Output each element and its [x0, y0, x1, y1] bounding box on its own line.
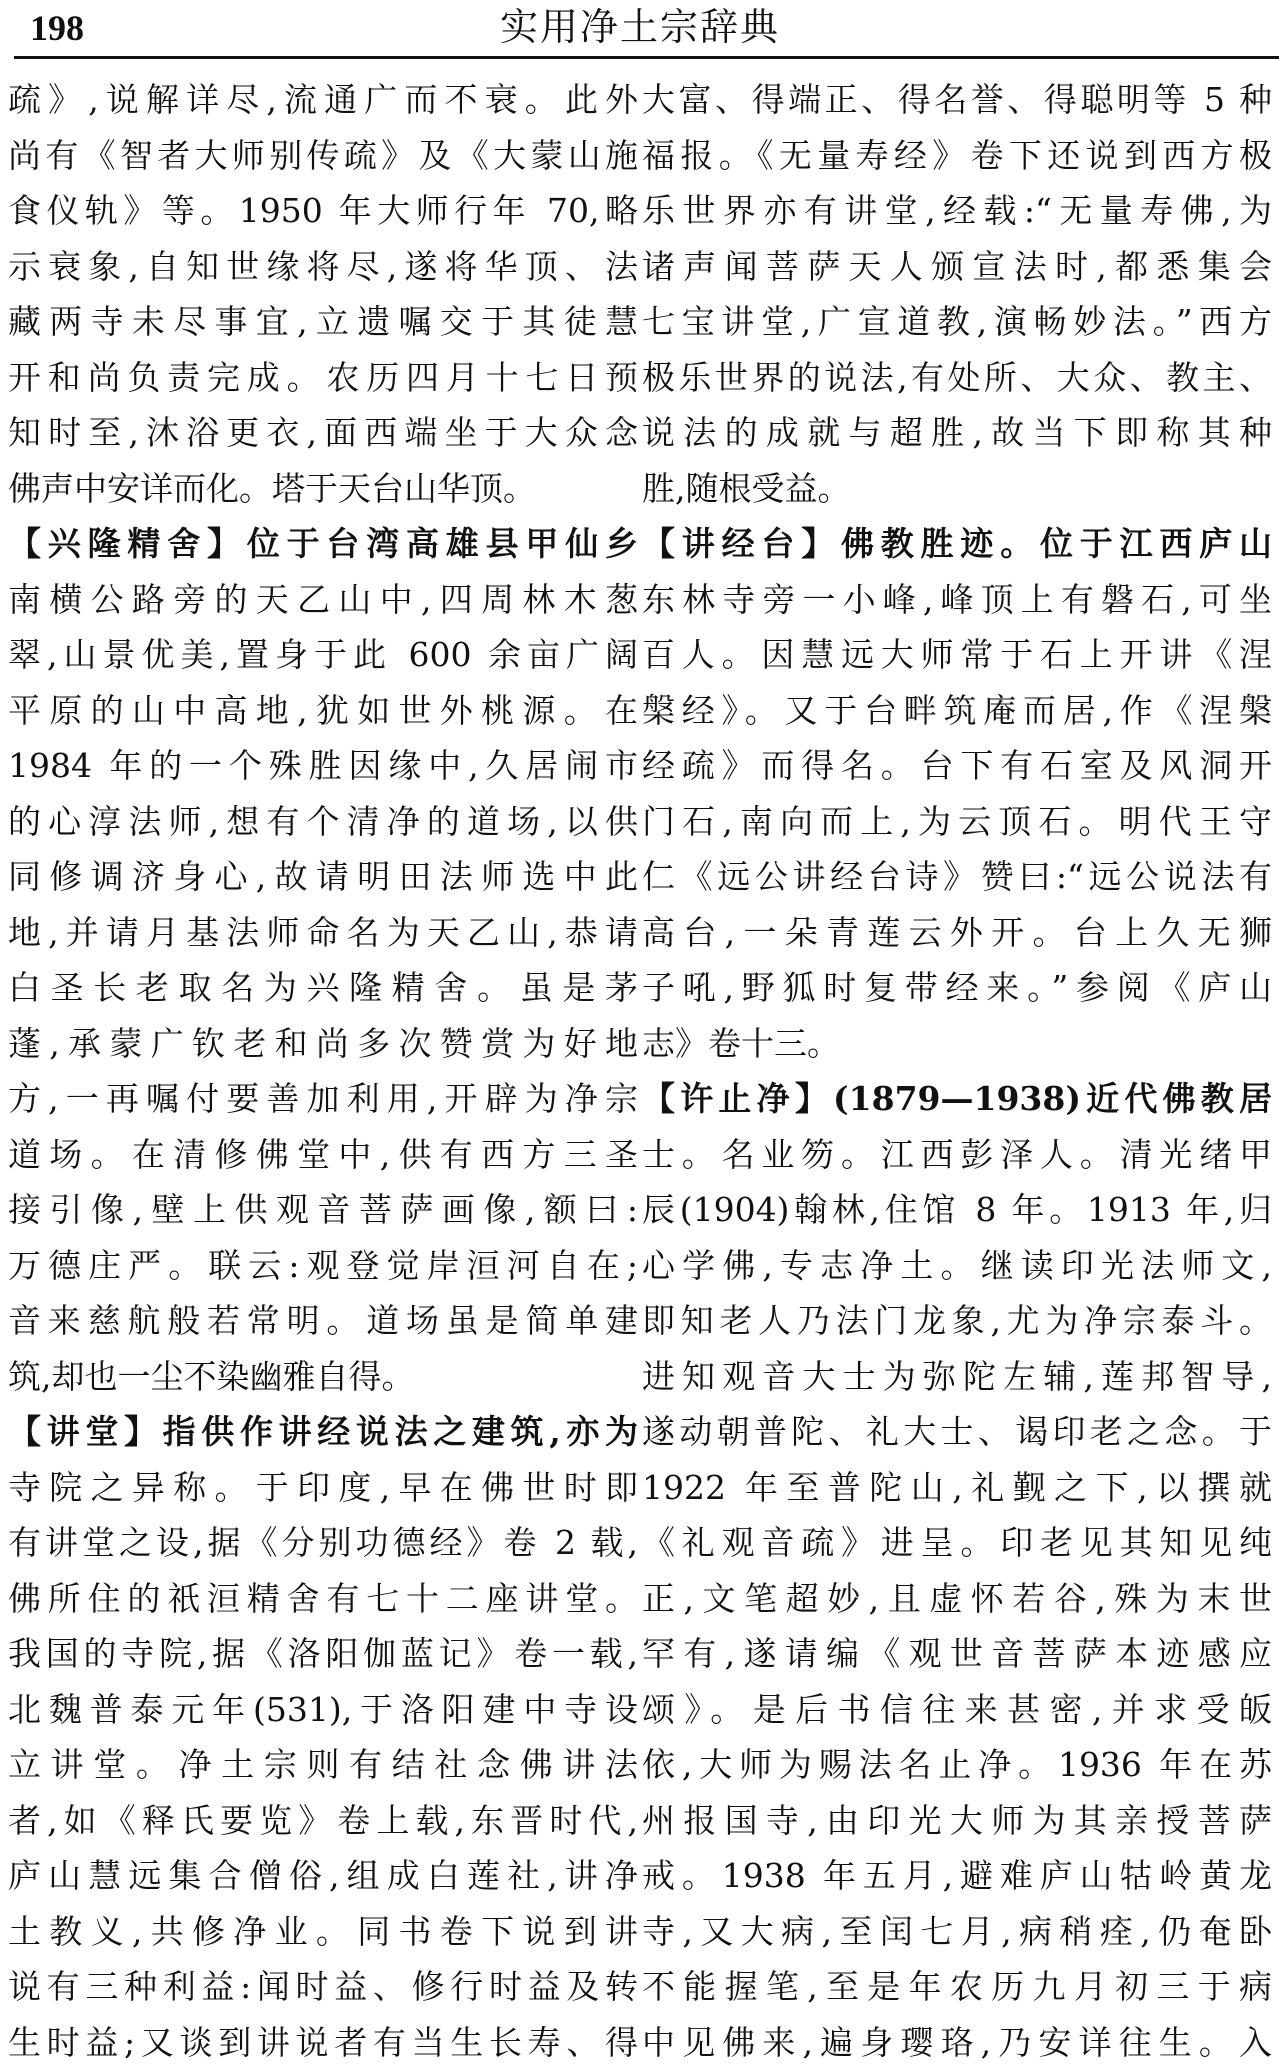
header-rule	[14, 56, 1279, 59]
text-line: 南横公路旁的天乙山中,四周林木葱	[8, 572, 638, 628]
text-line: 接引像,壁上供观音菩萨画像,额曰:	[8, 1182, 638, 1238]
text-line: 百人。因慧远大师常于石上开讲《涅	[642, 627, 1272, 683]
text-line: 北魏普泰元年(531),于洛阳建中寺设	[8, 1682, 638, 1738]
text-line: 高台,一朵青莲云外开。台上久无狮	[642, 905, 1272, 961]
text-line: 土教义,共修净业。同书卷下说到讲	[8, 1904, 638, 1960]
text-line: 不能握笔,至是年农历九月初三于病	[642, 1959, 1272, 2015]
running-title: 实用净土宗辞典	[500, 6, 780, 48]
text-line: 示衰象,自知世缘将尽,遂将华顶、法	[8, 239, 638, 295]
text-line: 仁《远公讲经台诗》赞曰:“远公说法有	[642, 849, 1272, 905]
text-line: 庐山慧远集合僧俗,组成白莲社,讲净	[8, 1848, 638, 1904]
text-line: 方,一再嘱付要善加利用,开辟为净宗	[8, 1071, 638, 1127]
text-line: 经疏》而得名。台下有石室及风洞开	[642, 738, 1272, 794]
text-line: 音来慈航般若常明。道场虽是简单建	[8, 1293, 638, 1349]
text-line: 胜,随根受益。	[642, 461, 1272, 517]
text-line: 东林寺旁一小峰,峰顶上有磐石,可坐	[642, 572, 1272, 628]
text-line: 子吼,野狐时复带经来。”参阅《庐山	[642, 960, 1272, 1016]
page-header	[0, 0, 1279, 60]
text-line: 依,大师为赐法名止净。1936 年在苏	[642, 1737, 1272, 1793]
text-line: 罕有,遂请编《观世音菩萨本迹感应	[642, 1626, 1272, 1682]
text-line: 志》卷十三。	[642, 1016, 1272, 1072]
text-line: 藏两寺未尽事宜,立遗嘱交于其徒慧	[8, 294, 638, 350]
text-line: 士。名业笏。江西彭泽人。清光绪甲	[642, 1127, 1272, 1183]
text-line: 生时益;又谈到讲说者有当生长寿、得	[8, 2015, 638, 2070]
text-line: 【兴隆精舍】位于台湾高雄县甲仙乡	[8, 516, 638, 572]
text-line: 戒。1938 年五月,避难庐山牯岭黄龙	[642, 1848, 1272, 1904]
text-line: 我国的寺院,据《洛阳伽蓝记》卷一载,	[8, 1626, 638, 1682]
text-line: 《礼观音疏》进呈。印老见其知见纯	[642, 1515, 1272, 1571]
text-line: 1984 年的一个殊胜因缘中,久居闹市	[8, 738, 638, 794]
text-line: 乐世界亦有讲堂,经载:“无量寿佛,为	[642, 183, 1272, 239]
text-line: 【讲经台】佛教胜迹。位于江西庐山	[642, 516, 1272, 572]
text-line: 中见佛来,遍身璎珞,乃安详往生。入	[642, 2015, 1272, 2070]
text-line: 寺,又大病,至闰七月,病稍痊,仍奄卧	[642, 1904, 1272, 1960]
text-line: 说有三种利益:闻时益、修行时益及转	[8, 1959, 638, 2015]
text-line: 进知观音大士为弥陀左辅,莲邦智导,	[642, 1349, 1272, 1405]
text-line: 蓬,承蒙广钦老和尚多次赞赏为好地	[8, 1016, 638, 1072]
text-line: 白圣长老取名为兴隆精舍。虽是茅	[8, 960, 638, 1016]
text-line: 有讲堂之设,据《分别功德经》卷 2 载,	[8, 1515, 638, 1571]
text-line: 极乐世界的说法,有处所、大众、教主、	[642, 350, 1272, 406]
page-number: 198	[30, 8, 84, 48]
right-text-column	[642, 72, 1272, 1943]
text-line: 州报国寺,由印光大师为其亲授菩萨	[642, 1793, 1272, 1849]
text-line: 道场。在清修佛堂中,供有西方三圣	[8, 1127, 638, 1183]
text-line: 诸声闻菩萨天人颁宣法时,都悉集会	[642, 239, 1272, 295]
text-line: 心学佛,专志净土。继读印光法师文,	[642, 1238, 1272, 1294]
text-line: 者,如《释氏要览》卷上载,东晋时代,	[8, 1793, 638, 1849]
text-line: 佛所住的祇洹精舍有七十二座讲堂。	[8, 1571, 638, 1627]
text-line: 佛声中安详而化。塔于天台山华顶。	[8, 461, 638, 517]
left-text-column	[8, 72, 638, 1943]
text-line: 尚有《智者大师别传疏》及《大蒙山施	[8, 128, 638, 184]
text-line: 立讲堂。净土宗则有结社念佛讲法	[8, 1737, 638, 1793]
text-line: 寺院之异称。于印度,早在佛世时即	[8, 1460, 638, 1516]
text-line: 平原的山中高地,犹如世外桃源。在	[8, 683, 638, 739]
text-line: 遂动朝普陀、礼大士、谒印老之念。于	[642, 1404, 1272, 1460]
text-line: 地,并请月基法师命名为天乙山,恭请	[8, 905, 638, 961]
text-line: 开和尚负责完成。农历四月十七日预	[8, 350, 638, 406]
text-line: 槃经》。又于台畔筑庵而居,作《涅槃	[642, 683, 1272, 739]
text-line: 同修调济身心,故请明田法师选中此	[8, 849, 638, 905]
text-line: 门石,南向而上,为云顶石。明代王守	[642, 794, 1272, 850]
text-line: 万德庄严。联云:观登觉岸洹河自在;	[8, 1238, 638, 1294]
text-line: 颂》。是后书信往来甚密,并求受皈	[642, 1682, 1272, 1738]
text-line: 福报。《无量寿经》卷下还说到西方极	[642, 128, 1272, 184]
text-line: 【讲堂】指供作讲经说法之建筑,亦为	[8, 1404, 638, 1460]
text-line: 筑,却也一尘不染幽雅自得。	[8, 1349, 638, 1405]
text-line: 疏》,说解详尽,流通广而不衰。此外	[8, 72, 638, 128]
text-line: 翠,山景优美,置身于此 600 余亩广阔	[8, 627, 638, 683]
text-line: 大富、得端正、得名誉、得聪明等 5 种	[642, 72, 1272, 128]
text-line: 正,文笔超妙,且虚怀若谷,殊为末世	[642, 1571, 1272, 1627]
text-line: 1922 年至普陀山,礼觐之下,以撰就	[642, 1460, 1272, 1516]
text-line: 的心淳法师,想有个清净的道场,以供	[8, 794, 638, 850]
text-line: 知时至,沐浴更衣,面西端坐于大众念	[8, 405, 638, 461]
text-line: 辰(1904)翰林,住馆 8 年。1913 年,归	[642, 1182, 1272, 1238]
text-line: 七宝讲堂,广宣道教,演畅妙法。”西方	[642, 294, 1272, 350]
text-line: 即知老人乃法门龙象,尤为净宗泰斗。	[642, 1293, 1272, 1349]
text-line: 食仪轨》等。1950 年大师行年 70,略	[8, 183, 638, 239]
text-line: 说法的成就与超胜,故当下即称其种	[642, 405, 1272, 461]
text-line: 【许止净】(1879—1938)近代佛教居	[642, 1071, 1272, 1127]
